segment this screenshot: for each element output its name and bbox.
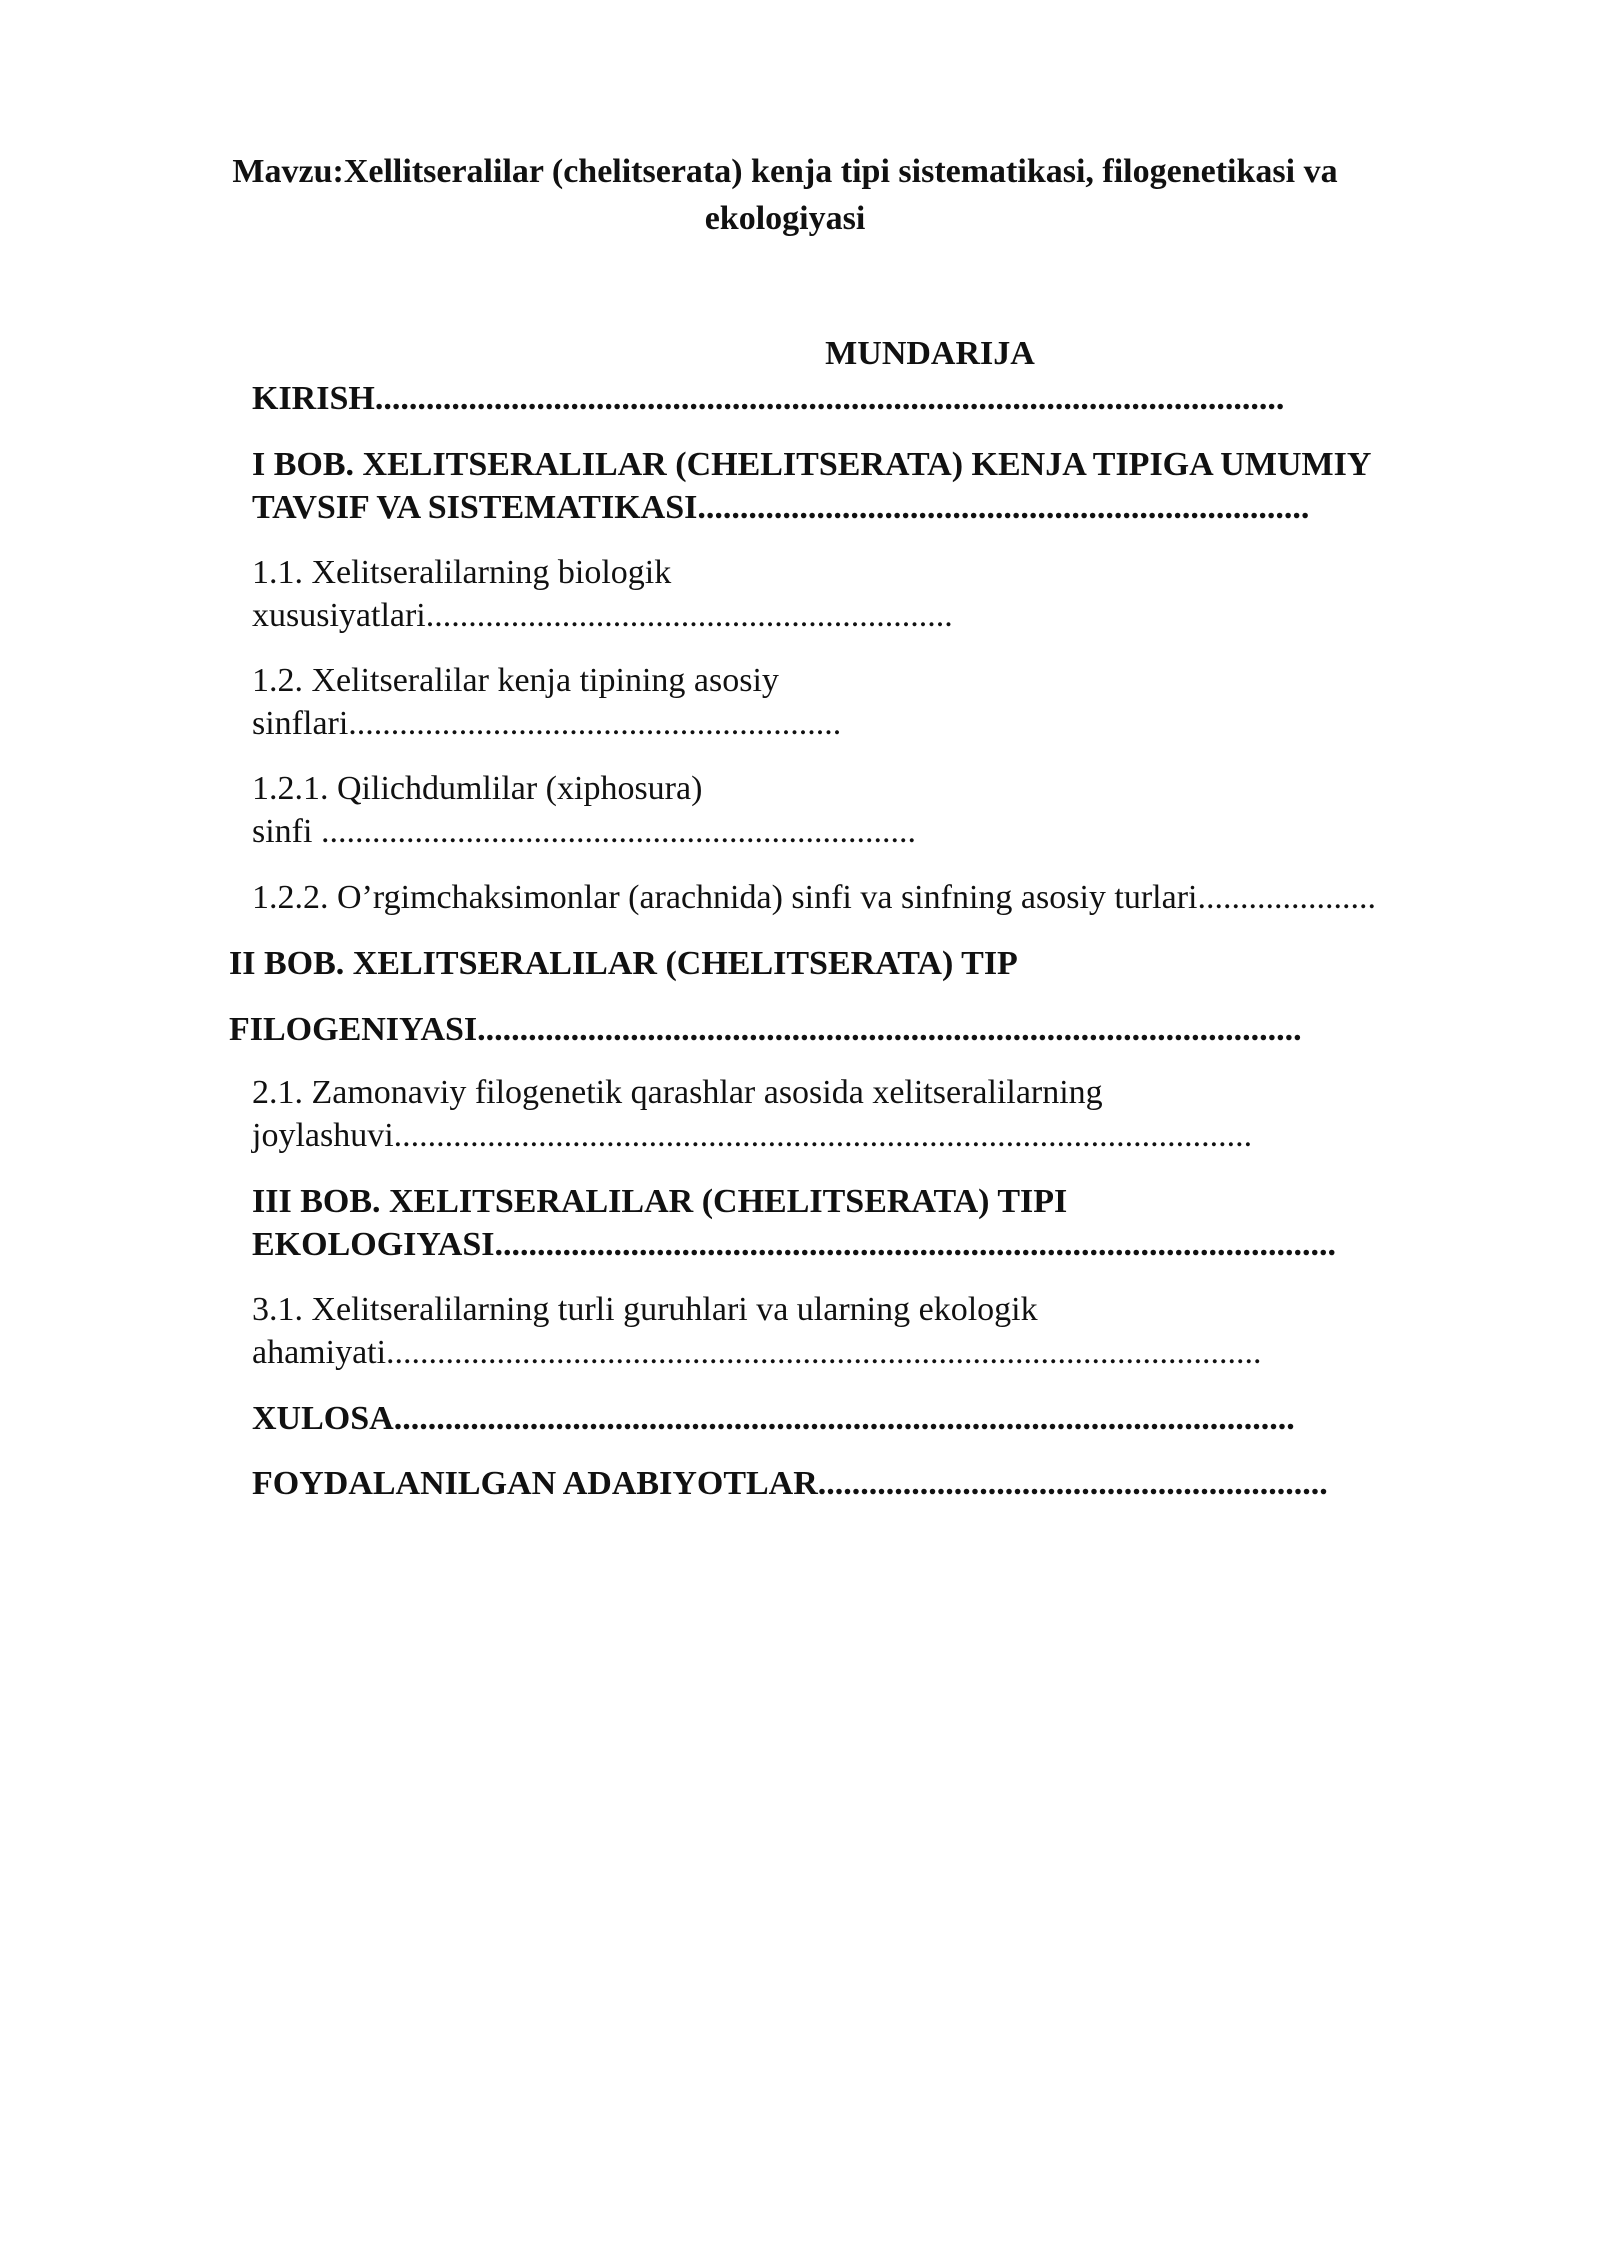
toc-entry-section-1-2-2: 1.2.2. O’rgimchaksimonlar (arachnida) sinfi va sinfning asosiy turlari.....................: [252, 879, 1376, 916]
toc-entry-section-2-1: [252, 1071, 1252, 1157]
toc-entry-chapter-3-line-1: III BOB. XELITSERALILAR (CHELITSERATA) TIPI: [252, 1183, 1068, 1220]
toc-entry-chapter-1-line-2: TAVSIF VA SISTEMATIKASI........................................................................: [252, 489, 1310, 526]
toc-entry-section-1-2-line-1: 1.2. Xelitseralilar kenja tipining asosiy: [252, 662, 779, 699]
toc-entry-section-2-1-line-1: 2.1. Zamonaviy filogenetik qarashlar asosida xelitseralilarning: [252, 1074, 1103, 1111]
toc-entry-chapter-1: [252, 443, 1371, 529]
toc-entry-chapter-1-line-1: I BOB. XELITSERALILAR (CHELITSERATA) KENJA TIPIGA UMUMIY: [252, 446, 1372, 483]
toc-entry-section-1-2: [252, 659, 841, 745]
toc-heading: MUNDARIJA: [825, 335, 1035, 372]
toc-entry-section-3-1: [252, 1288, 1262, 1374]
toc-entry-xulosa: XULOSA..........................................................................................................: [252, 1400, 1295, 1437]
toc-entry-section-1-2-1: [252, 767, 916, 853]
toc-entry-chapter-2-line-2: FILOGENIYASI.................................................................................................: [229, 1011, 1302, 1048]
document-title-line-1: Mavzu:Xellitseralilar (chelitserata) kenja tipi sistematikasi, filogenetikasi va: [232, 153, 1338, 190]
document-title-line-2: ekologiyasi: [704, 200, 866, 237]
toc-entry-section-1-2-line-2: sinflari..........................................................: [252, 705, 842, 742]
toc-entry-section-1-1-line-1: 1.1. Xelitseralilarning biologik: [252, 554, 672, 591]
toc-entry-chapter-2-line-1: II BOB. XELITSERALILAR (CHELITSERATA) TIP: [229, 945, 1018, 982]
toc-entry-adabiyotlar: FOYDALANILGAN ADABIYOTLAR............................................................: [252, 1465, 1328, 1502]
toc-entry-section-1-1-line-2: xususiyatlari..............................................................: [252, 597, 953, 634]
toc-entry-kirish: KIRISH...........................................................................................................: [252, 380, 1285, 417]
toc-entry-section-1-1: [252, 551, 953, 637]
toc-entry-chapter-3-line-2: EKOLOGIYASI...................................................................................................: [252, 1226, 1336, 1263]
toc-entry-chapter-3: [252, 1180, 1336, 1266]
toc-entry-section-3-1-line-2: ahamiyati.......................................................................................................: [252, 1334, 1262, 1371]
toc-entry-section-1-2-1-line-1: 1.2.1. Qilichdumlilar (xiphosura): [252, 770, 703, 807]
toc-entry-section-1-2-1-line-2: sinfi ......................................................................: [252, 813, 916, 850]
toc-entry-section-2-1-line-2: joylashuvi.....................................................................................................: [252, 1117, 1253, 1154]
toc-entry-section-3-1-line-1: 3.1. Xelitseralilarning turli guruhlari va ularning ekologik: [252, 1291, 1038, 1328]
